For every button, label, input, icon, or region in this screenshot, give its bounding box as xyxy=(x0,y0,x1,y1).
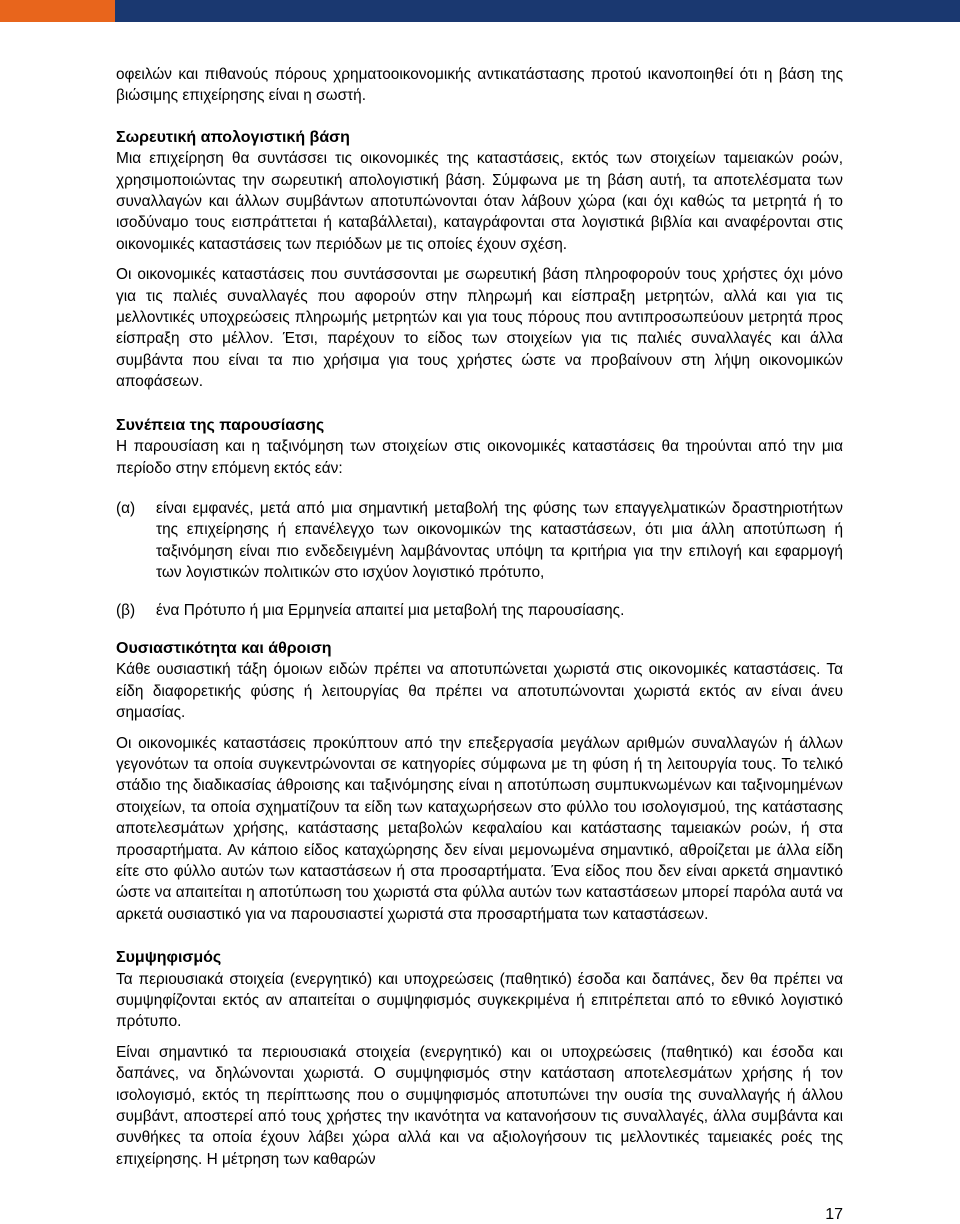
accrual-paragraph-1: Μια επιχείρηση θα συντάσσει τις οικονομικές της καταστάσεις, εκτός των στοιχείων ταμειακών ροών, χρησιμοποιώντας την σωρευτική απολογιστική βάση. Σύμφωνα με τη βάση αυτή, τα αποτελέσματα των συναλλαγών και άλλων συμβάντων αποτυπώνονται όταν λάβουν χώρα (και όχι καθώς τα μετρητά ή το ισοδύναμο τους εισπράττεται ή καταβάλλεται), καταγράφονται στα λογιστικά βιβλία και αναφέρονται στις οικονομικές καταστάσεις των περιόδων με τις οποίες έχουν σχέση. xyxy=(116,150,843,253)
list-item-text: ένα Πρότυπο ή μια Ερμηνεία απαιτεί μια μεταβολή της παρουσίασης. xyxy=(156,601,625,619)
page-content xyxy=(116,64,843,1170)
consistency-paragraph-1: Η παρουσίαση και η ταξινόμηση των στοιχείων στις οικονομικές καταστάσεις θα τηρούνται από την μια περίοδο στην επόμενη εκτός εάν: xyxy=(116,438,843,477)
header-main-band xyxy=(115,0,960,22)
offsetting-paragraph-2: Είναι σημαντικό τα περιουσιακά στοιχεία (ενεργητικό) και οι υποχρεώσεις (παθητικό) και έσοδα και δαπάνες, να δηλώνονται χωριστά. Ο συμψηφισμός στην κατάσταση αποτελεσμάτων χρήσης ή τον ισολογισμό, εκτός τη περίπτωσης που ο συμψηφισμός αποτυπώνει την ουσία της συναλλαγής ή άλλου συμβάντ, αποστερεί από τους χρήστες την ικανότητα να κατανοήσουν τις συναλλαγές, άλλα συμβάντα και συνθήκες τα οποία έχουν λάβει χώρα αλλά και να αξιολογήσουν τις μελλοντικές ταμειακές ροές της επιχείρησης. Η μέτρηση των καθαρών xyxy=(116,1043,843,1168)
materiality-paragraph-2: Οι οικονομικές καταστάσεις προκύπτουν από την επεξεργασία μεγάλων αριθμών συναλλαγών ή άλλων γεγονότων τα οποία συγκεντρώνονται σε κατηγορίες σύμφωνα με τη φύση ή τη λειτουργία τους. Το τελικό στάδιο της διαδικασίας άθροισης και ταξινόμησης είναι η αποτύπωση συμπυκνωμένων και ταξινομημένων στοιχείων, τα οποία σχηματίζουν τα είδη των καταχωρήσεων στο φύλλο του ισολογισμού, της κατάστασης αποτελεσμάτων χρήσης, κατάστασης μεταβολών κεφαλαίου και κατάστασης ταμειακών ροών, ή στα προσαρτήματα. Αν κάποιο είδος καταχώρησης δεν είναι μεμονωμένα σημαντικό, αθροίζεται με άλλα είδη είτε στο φύλλο αυτών των καταστάσεων ή στα προσαρτήματα. Ένα είδος που δεν είναι αρκετά σημαντικό ώστε να απαιτείται η αποτύπωση του χωριστά στα φύλλα αυτών των καταστάσεων μπορεί παρόλα αυτά να αρκετά ουσιαστικό για να παρουσιαστεί χωριστά στα προσαρτήματα των καταστάσεων. xyxy=(116,734,843,923)
section-heading-offsetting: Συμψηφισμός xyxy=(116,949,222,967)
materiality-paragraph-1: Κάθε ουσιαστική τάξη όμοιων ειδών πρέπει να αποτυπώνεται χωριστά στις οικονομικές καταστάσεις. Τα είδη διαφορετικής φύσης ή λειτουργίας θα πρέπει να αποτυπώνονται χωριστά εκτός αν είναι άνευ σημασίας. xyxy=(116,661,843,722)
accrual-paragraph-2: Οι οικονομικές καταστάσεις που συντάσσονται με σωρευτική βάση πληροφορούν τους χρήστες όχι μόνο για τις παλιές συναλλαγές που αφορούν στην πληρωμή και είσπραξη μετρητών, αλλά και για τις μελλοντικές υποχρεώσεις πληρωμής μετρητών και για τους πόρους που αντιπροσωπεύουν μετρητά προς είσπραξη στο μέλλον. Έτσι, παρέχουν το είδος των στοιχείων για τις παλιές συναλλαγές και άλλα συμβάντα που είναι τα πιο χρήσιμα για τους χρήστες ώστε να προβαίνουν στη λήψη οικονομικών αποφάσεων. xyxy=(116,266,843,391)
list-item-text: είναι εμφανές, μετά από μια σημαντική μεταβολή της φύσης των επαγγελματικών δραστηριοτήτων της επιχείρησης ή επανέλεγχο των οικονομικών της καταστάσεων, ότι μια άλλη αποτύπωση ή ταξινόμηση είναι πιο ενδεδειγμένη λαμβάνοντας υπόψη τα κριτήρια για την επιλογή και εφαρμογή των λογιστικών πολιτικών στο ισχύον λογιστικό πρότυπο, xyxy=(156,499,843,582)
offsetting-paragraph-1: Τα περιουσιακά στοιχεία (ενεργητικό) και υποχρεώσεις (παθητικό) έσοδα και δαπάνες, δεν θα πρέπει να συμψηφίζονται εκτός αν απαιτείται ο συμψηφισμός συγκεκριμένα ή επιτρέπεται από το εθνικό λογιστικό πρότυπο. xyxy=(116,970,843,1031)
intro-paragraph: οφειλών και πιθανούς πόρους χρηματοοικονομικής αντικατάστασης προτού ικανοποιηθεί ότι η βάση της βιώσιμης επιχείρησης είναι η σωστή. xyxy=(116,66,843,105)
list-item xyxy=(116,498,843,584)
list-marker: (α) xyxy=(116,499,136,517)
list-item xyxy=(116,600,843,621)
list-marker: (β) xyxy=(116,601,136,619)
section-heading-consistency: Συνέπεια της παρουσίασης xyxy=(116,416,325,434)
section-heading-accrual: Σωρευτική απολογιστική βάση xyxy=(116,128,350,146)
section-heading-materiality: Ουσιαστικότητα και άθροιση xyxy=(116,639,332,657)
header-accent-block xyxy=(0,0,115,22)
header-bar xyxy=(0,0,960,22)
page-number: 17 xyxy=(825,1206,843,1223)
